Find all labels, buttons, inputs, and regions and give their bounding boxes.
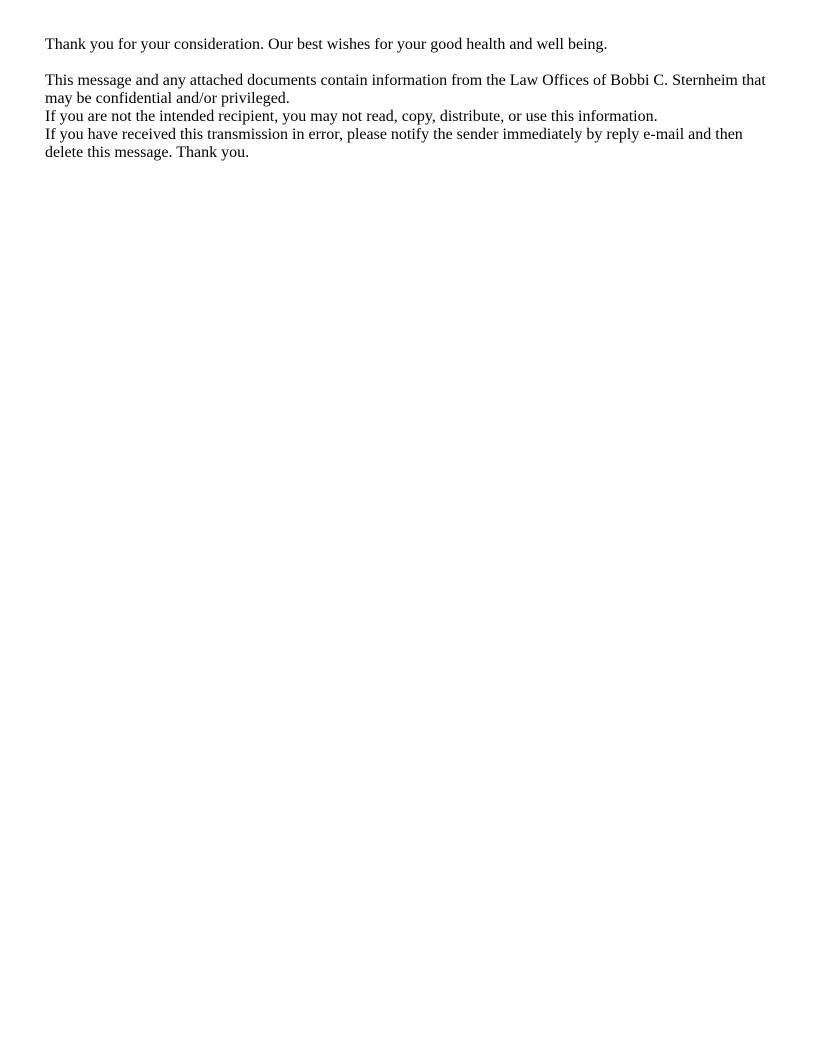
disclaimer-line-confidential: This message and any attached documents contain information from the Law Offices of Bobbi C. Sternheim that may be confidential and/or privileged. [45,72,766,107]
confidentiality-disclaimer [45,72,775,162]
closing-text: Thank you for your consideration. Our best wishes for your good health and well being. [45,36,608,53]
paragraph-spacer [45,54,775,72]
email-body [45,36,775,162]
disclaimer-line-error: If you have received this transmission in error, please notify the sender immediately by reply e-mail and then delete this message. Thank you. [45,126,743,161]
disclaimer-line-recipient: If you are not the intended recipient, you may not read, copy, distribute, or use this information. [45,108,658,125]
